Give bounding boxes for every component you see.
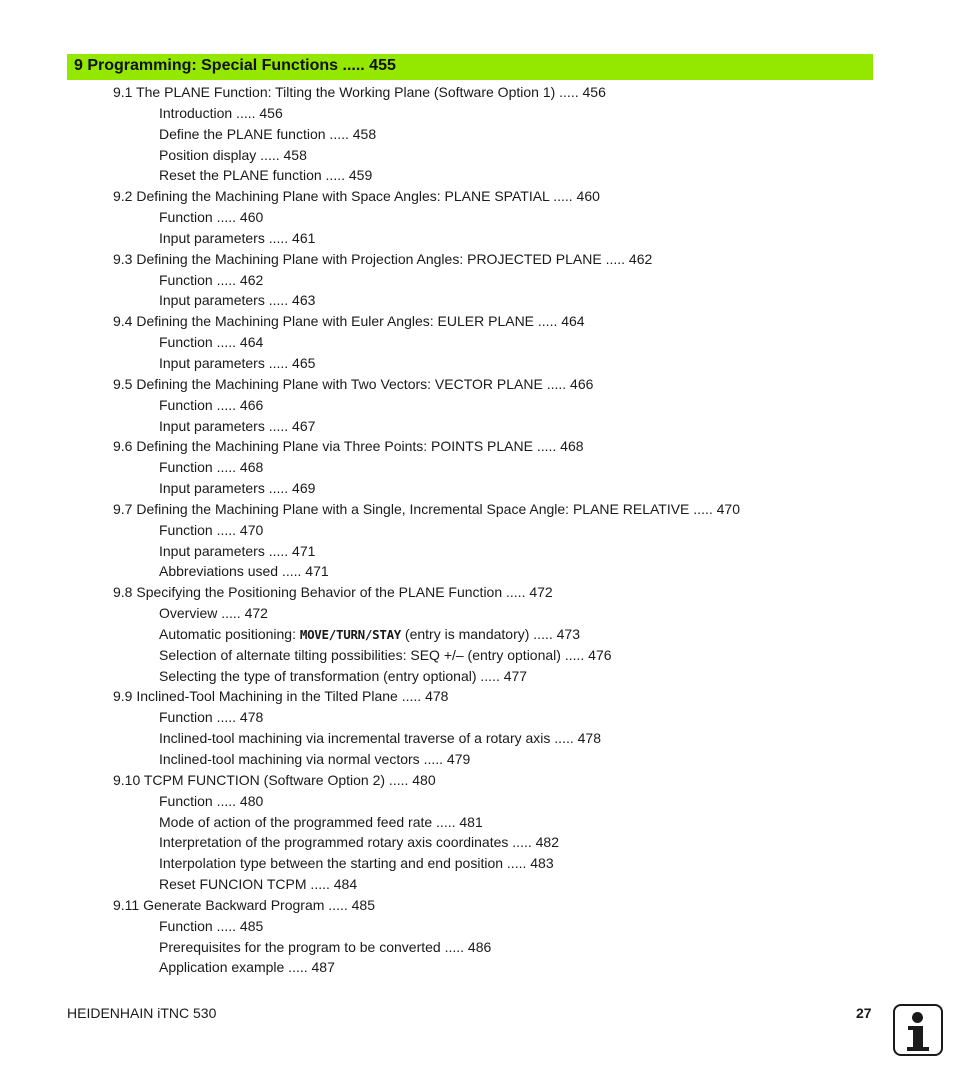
toc-entry-text: 9.11 Generate Backward Program ..... 485 xyxy=(113,896,375,913)
toc-entry-text: 9.9 Inclined-Tool Machining in the Tilted Plane ..... 478 xyxy=(113,688,449,705)
toc-entry-text: Introduction ..... 456 xyxy=(159,104,283,121)
toc-subsection-entry[interactable] xyxy=(0,228,954,249)
toc-subsection-entry[interactable] xyxy=(0,165,954,186)
toc-subsection-entry[interactable] xyxy=(0,124,954,145)
toc-subsection-entry[interactable] xyxy=(0,645,954,666)
toc-subsection-entry[interactable] xyxy=(0,457,954,478)
toc-subsection-entry[interactable] xyxy=(0,666,954,687)
toc-subsection-entry[interactable] xyxy=(0,603,954,624)
toc-entry-text: Define the PLANE function ..... 458 xyxy=(159,125,377,142)
toc-section-entry[interactable] xyxy=(0,249,954,270)
toc-entry-text: Function ..... 464 xyxy=(159,334,264,351)
toc-subsection-entry[interactable] xyxy=(0,395,954,416)
toc-subsection-entry[interactable] xyxy=(0,103,954,124)
toc-entry-text: Input parameters ..... 469 xyxy=(159,480,316,497)
footer-product: HEIDENHAIN iTNC 530 xyxy=(67,1005,217,1021)
toc-subsection-entry[interactable] xyxy=(0,937,954,958)
toc-entry-text: (entry is mandatory) ..... 473 xyxy=(401,625,580,642)
page-number: 27 xyxy=(856,1005,872,1021)
chapter-title[interactable]: 9 Programming: Special Functions ..... 455 xyxy=(74,57,396,74)
toc-entry-text: 9.1 The PLANE Function: Tilting the Working Plane (Software Option 1) ..... 456 xyxy=(113,84,606,100)
toc-subsection-entry[interactable] xyxy=(0,270,954,291)
toc-subsection-entry[interactable] xyxy=(0,728,954,749)
toc-entry-text: Mode of action of the programmed feed rate ..... 481 xyxy=(159,813,483,830)
toc-section-entry[interactable] xyxy=(0,436,954,457)
toc-section-entry[interactable] xyxy=(0,895,954,916)
toc-subsection-entry[interactable] xyxy=(0,416,954,437)
toc-entry-text: Reset the PLANE function ..... 459 xyxy=(159,167,373,184)
toc-subsection-entry[interactable] xyxy=(0,957,954,978)
toc-entry-text: Function ..... 480 xyxy=(159,792,264,809)
toc-entry-text: Interpretation of the programmed rotary axis coordinates ..... 482 xyxy=(159,834,559,851)
toc-subsection-entry[interactable] xyxy=(0,541,954,562)
toc-subsection-entry[interactable] xyxy=(0,707,954,728)
toc-section-entry[interactable] xyxy=(0,770,954,791)
toc-section-entry[interactable] xyxy=(0,186,954,207)
toc-entry-text: Interpolation type between the starting and end position ..... 483 xyxy=(159,855,554,872)
toc-section-entry[interactable] xyxy=(0,311,954,332)
toc-entry-text: Input parameters ..... 465 xyxy=(159,354,316,371)
toc-entry-prefix: Automatic positioning: xyxy=(159,625,300,642)
toc-subsection-entry[interactable] xyxy=(0,874,954,895)
toc-subsection-entry[interactable] xyxy=(0,853,954,874)
toc-section-entry[interactable] xyxy=(0,82,954,103)
toc-entry-text: Selecting the type of transformation (entry optional) ..... 477 xyxy=(159,667,528,684)
toc-entry-text: Input parameters ..... 467 xyxy=(159,417,316,434)
toc-entry-text: 9.3 Defining the Machining Plane with Projection Angles: PROJECTED PLANE ..... 462 xyxy=(113,250,653,267)
toc-subsection-entry[interactable] xyxy=(0,478,954,499)
info-icon-base xyxy=(907,1047,929,1051)
toc-entry-text: 9.2 Defining the Machining Plane with Space Angles: PLANE SPATIAL ..... 460 xyxy=(113,188,600,205)
toc-entry-code: MOVE/TURN/STAY xyxy=(299,626,402,642)
toc-entry-text: 9.10 TCPM FUNCTION (Software Option 2) ..... 480 xyxy=(113,771,436,788)
toc-entry-text: Selection of alternate tilting possibilities: SEQ +/– (entry optional) ..... 476 xyxy=(159,646,612,663)
toc-section-entry[interactable] xyxy=(0,686,954,707)
table-of-contents xyxy=(0,82,954,978)
toc-entry-text: 9.6 Defining the Machining Plane via Three Points: POINTS PLANE ..... 468 xyxy=(113,438,584,455)
toc-entry-text: Prerequisites for the program to be converted ..... 486 xyxy=(159,938,492,955)
toc-entry-text: 9.7 Defining the Machining Plane with a Single, Incremental Space Angle: PLANE RELATIVE ..... 470 xyxy=(113,500,740,517)
toc-entry-text: Application example ..... 487 xyxy=(159,959,335,976)
toc-entry-text: Function ..... 460 xyxy=(159,209,264,226)
toc-subsection-entry[interactable] xyxy=(0,624,954,645)
toc-section-entry[interactable] xyxy=(0,582,954,603)
info-icon-dot xyxy=(912,1012,923,1023)
toc-subsection-entry[interactable] xyxy=(0,791,954,812)
toc-entry-text: Function ..... 468 xyxy=(159,459,264,476)
toc-entry-text: 9.4 Defining the Machining Plane with Euler Angles: EULER PLANE ..... 464 xyxy=(113,313,585,330)
toc-entry-text: Input parameters ..... 461 xyxy=(159,229,316,246)
toc-entry-text: Function ..... 478 xyxy=(159,709,264,726)
toc-section-entry[interactable] xyxy=(0,374,954,395)
chapter-header xyxy=(67,54,873,80)
toc-entry-text: 9.5 Defining the Machining Plane with Two Vectors: VECTOR PLANE ..... 466 xyxy=(113,375,594,392)
toc-subsection-entry[interactable] xyxy=(0,332,954,353)
toc-entry-text: Position display ..... 458 xyxy=(159,146,307,163)
toc-subsection-entry[interactable] xyxy=(0,749,954,770)
toc-entry-text: 9.8 Specifying the Positioning Behavior of the PLANE Function ..... 472 xyxy=(113,584,553,601)
toc-subsection-entry[interactable] xyxy=(0,520,954,541)
toc-entry-text: Function ..... 470 xyxy=(159,521,264,538)
toc-entry-text: Abbreviations used ..... 471 xyxy=(159,563,329,580)
toc-subsection-entry[interactable] xyxy=(0,916,954,937)
toc-entry-text: Reset FUNCION TCPM ..... 484 xyxy=(159,876,358,893)
toc-subsection-entry[interactable] xyxy=(0,561,954,582)
info-icon[interactable] xyxy=(893,1004,943,1056)
toc-subsection-entry[interactable] xyxy=(0,812,954,833)
toc-entry-text: Input parameters ..... 463 xyxy=(159,292,316,309)
toc-entry-text: Function ..... 462 xyxy=(159,271,264,288)
toc-entry-text: Overview ..... 472 xyxy=(159,605,268,622)
toc-subsection-entry[interactable] xyxy=(0,353,954,374)
toc-entry-text: Inclined-tool machining via normal vectors ..... 479 xyxy=(159,751,471,767)
toc-subsection-entry[interactable] xyxy=(0,207,954,228)
toc-entry-text: Inclined-tool machining via incremental traverse of a rotary axis ..... 478 xyxy=(159,730,601,747)
toc-section-entry[interactable] xyxy=(0,499,954,520)
toc-entry-text: Function ..... 485 xyxy=(159,917,264,934)
toc-entry-text: Input parameters ..... 471 xyxy=(159,542,316,559)
toc-subsection-entry[interactable] xyxy=(0,290,954,311)
toc-entry-text: Function ..... 466 xyxy=(159,396,264,413)
toc-subsection-entry[interactable] xyxy=(0,145,954,166)
toc-subsection-entry[interactable] xyxy=(0,832,954,853)
